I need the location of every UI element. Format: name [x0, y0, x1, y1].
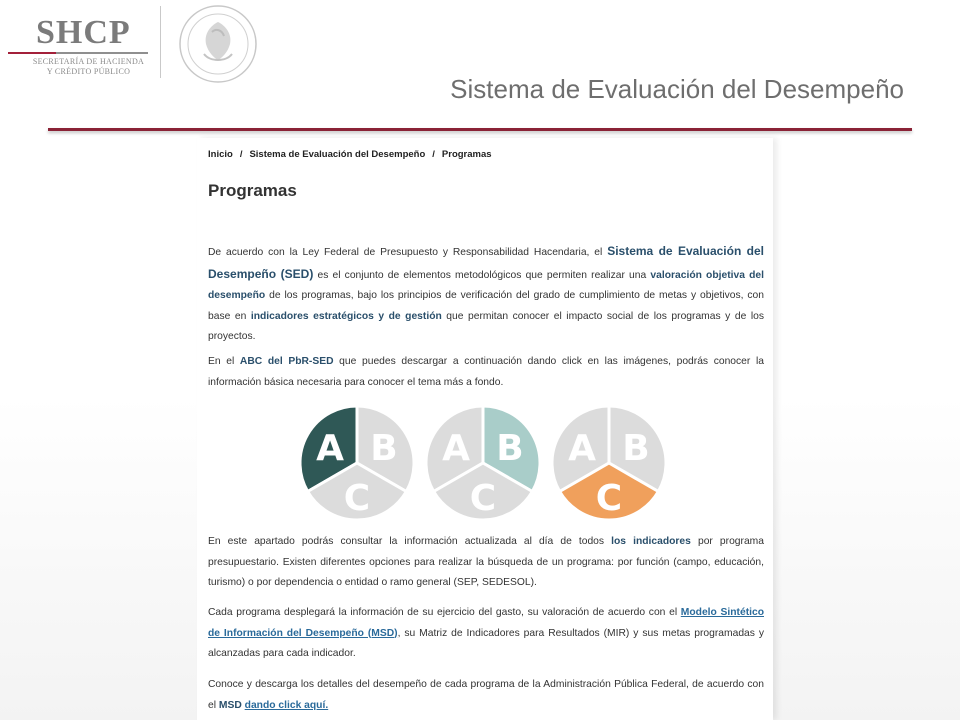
abc-letter-c: C	[469, 478, 497, 519]
shcp-logo-text: SHCP	[36, 14, 131, 51]
webpage-screenshot	[197, 138, 773, 720]
page-heading: Programas	[208, 181, 297, 200]
breadcrumb-item-sed[interactable]: Sistema de Evaluación del Desempeño	[249, 149, 426, 160]
breadcrumb-item-inicio[interactable]: Inicio	[208, 149, 233, 160]
breadcrumb-separator: /	[239, 149, 243, 160]
msd-model-link[interactable]: Modelo Sintético de Información del Desempeño (MSD)	[208, 607, 764, 639]
abc-letter-b: B	[622, 428, 650, 469]
abc-letter-b: B	[370, 428, 398, 469]
abc-images-row	[297, 402, 677, 524]
click-here-link[interactable]: dando click aquí.	[244, 699, 329, 711]
breadcrumb-separator: /	[432, 149, 435, 160]
shcp-logo	[8, 14, 153, 84]
sed-highlight: Sistema de Evaluación del Desempeño (SED)	[208, 244, 764, 281]
intro-paragraph: De acuerdo con la Ley Federal de Presupuesto y Responsabilidad Hacendaria, el Sistema de Evaluación del Desempeño (SED) es el conjunto de elementos metodológicos que permiten realizar una valoración objetiva del desempeño de los programas, bajo los principios de verificación del grado de cumplimiento de metas y objetivos, con base en indicadores estratégicos y de gestión que permitan conocer el impacto social de los programas y de los proyectos.	[208, 244, 764, 342]
coat-of-arms-seal-icon	[176, 2, 260, 86]
abc-image-a[interactable]	[297, 402, 417, 524]
abc-letter-a: A	[568, 428, 596, 469]
title-underline	[48, 128, 912, 131]
shcp-logo-subtitle-2: Y CRÉDITO PÚBLICO	[46, 67, 131, 76]
abc-image-c[interactable]	[549, 402, 669, 524]
breadcrumb	[208, 149, 492, 160]
valoracion-highlight: valoración objetiva del desempeño	[208, 269, 764, 301]
msd-paragraph: Cada programa desplegará la información de su ejercicio del gasto, su valoración de acuerdo con el Modelo Sintético de Información del Desempeño (MSD), su Matriz de Indicadores para Resultados (MIR) y sus metas programadas y alcanzadas para cada indicador.	[208, 607, 764, 659]
download-paragraph: Conoce y descarga los detalles del desempeño de cada programa de la Administración Pública Federal, de acuerdo con el MSD dando click aquí.	[208, 679, 764, 711]
abc-image-b[interactable]	[423, 402, 543, 524]
abc-paragraph: En el ABC del PbR-SED que puedes descargar a continuación dando click en las imágenes, podrás conocer la información básica necesaria para conocer el tema más a fondo.	[208, 356, 764, 388]
breadcrumb-item-programas: Programas	[441, 149, 492, 160]
abc-letter-c: C	[595, 478, 623, 519]
slide-title: Sistema de Evaluación del Desempeño	[450, 74, 904, 104]
indicadores-paragraph: En este apartado podrás consultar la información actualizada al día de todos los indicadores por programa presupuestario. Existen diferentes opciones para realizar la búsqueda de un programa: por función (campo, educación, turismo) o por dependencia o entidad o ramo general (SEP, SEDESOL).	[208, 536, 764, 588]
shcp-logo-rule	[8, 52, 148, 54]
abc-letter-b: B	[496, 428, 524, 469]
abc-pbr-sed-highlight: ABC del PbR-SED	[239, 356, 334, 367]
shcp-logo-subtitle-1: SECRETARÍA DE HACIENDA	[32, 57, 145, 66]
abc-letter-a: A	[442, 428, 470, 469]
abc-letter-c: C	[343, 478, 371, 519]
indicadores-highlight: indicadores estratégicos y de gestión	[250, 310, 442, 322]
abc-letter-a: A	[316, 428, 344, 469]
logo-divider	[160, 6, 161, 78]
los-indicadores-highlight: los indicadores	[611, 536, 691, 547]
msd-highlight: MSD	[218, 699, 242, 711]
